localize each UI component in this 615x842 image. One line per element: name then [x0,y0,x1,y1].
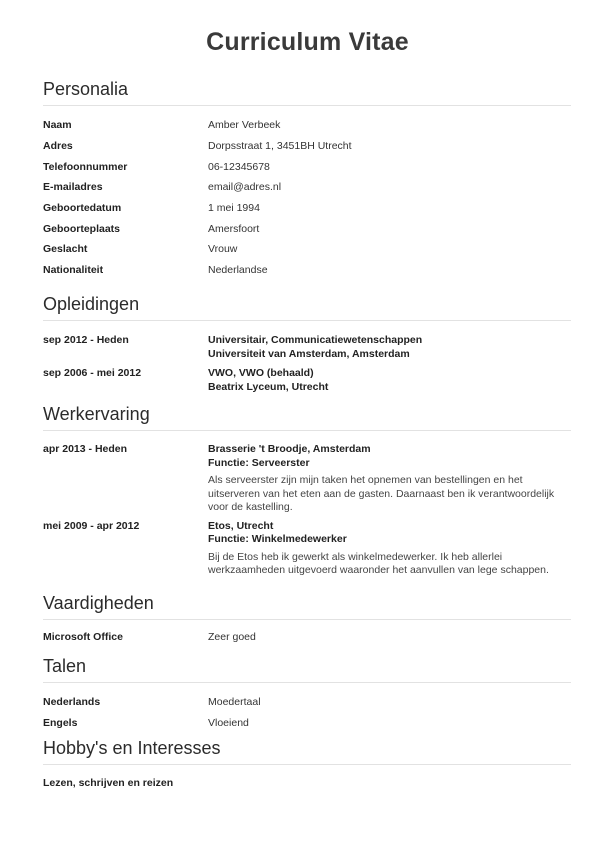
section-heading-opleidingen: Opleidingen [43,293,571,321]
section-werkervaring [43,403,571,578]
entry-period: mei 2009 - apr 2012 [43,519,140,532]
page-title: Curriculum Vitae [206,28,409,56]
talen-rows [43,692,571,733]
personalia-row-adres [43,136,571,157]
entry-title: VWO, VWO (behaald) [208,367,314,379]
opleidingen-list [43,334,571,394]
section-vaardigheden [43,592,571,648]
row-value: Zeer goed [208,631,256,644]
row-label: Geboorteplaats [43,222,121,235]
row-value: Dorpsstraat 1, 3451BH Utrecht [208,140,352,153]
section-hobbys [43,737,571,789]
row-value: Amber Verbeek [208,119,281,132]
entry-function: Functie: Serveerster [208,456,310,469]
entry-body [208,520,571,578]
opleiding-entry [43,367,571,394]
row-value: Vrouw [208,243,238,256]
row-label: Telefoonnummer [43,160,128,173]
personalia-row-geboortedatum [43,198,571,219]
taal-row [43,713,571,734]
row-value: Moedertaal [208,696,261,709]
row-value: Nederlandse [208,264,268,277]
werkervaring-list [43,443,571,578]
row-label: Engels [43,717,78,730]
row-value: 1 mei 1994 [208,202,260,215]
section-talen [43,655,571,733]
entry-period: sep 2012 - Heden [43,334,129,346]
entry-employer: Brasserie 't Broodje, Amsterdam [208,443,371,455]
personalia-row-naam [43,115,571,136]
entry-period: apr 2013 - Heden [43,443,128,455]
werkervaring-entry [43,520,571,578]
row-value: Amersfoort [208,222,260,235]
row-label: Geslacht [43,243,88,256]
personalia-row-email [43,177,571,198]
werkervaring-entry [43,443,571,515]
section-heading-vaardigheden: Vaardigheden [43,592,571,620]
personalia-rows [43,115,571,281]
entry-period: sep 2006 - mei 2012 [43,367,142,379]
row-label: Naam [43,119,72,132]
entry-employer: Etos, Utrecht [208,519,274,532]
entry-function: Functie: Winkelmedewerker [208,533,347,545]
personalia-row-telefoonnummer [43,156,571,177]
row-value: Vloeiend [208,717,249,730]
section-heading-personalia: Personalia [43,78,571,106]
entry-title: Universitair, Communicatiewetenschappen [208,334,423,346]
row-label: Nationaliteit [43,264,104,277]
entry-description: Als serveerster zijn mijn taken het opnemen van bestellingen en het uitserveren van het eten aan de gasten. Daarnaast ben ik verantwoordelijk voor de kastelling. [208,474,555,513]
section-heading-werkervaring: Werkervaring [43,403,571,431]
hobbys-text: Lezen, schrijven en reizen [43,777,174,789]
personalia-row-nationaliteit [43,260,571,281]
section-heading-hobbys: Hobby's en Interesses [43,737,571,765]
row-label: Microsoft Office [43,631,123,644]
taal-row [43,692,571,713]
section-heading-talen: Talen [43,655,571,683]
entry-institution: Universiteit van Amsterdam, Amsterdam [208,347,410,360]
row-label: Nederlands [43,696,101,709]
row-label: Geboortedatum [43,202,122,215]
row-value: 06-12345678 [208,160,270,173]
vaardigheid-row [43,627,571,648]
row-label: E-mailadres [43,181,103,194]
row-label: Adres [43,140,73,153]
entry-body [208,367,571,394]
entry-institution: Beatrix Lyceum, Utrecht [208,380,329,393]
personalia-row-geboorteplaats [43,218,571,239]
entry-body [208,334,571,361]
personalia-row-geslacht [43,239,571,260]
section-personalia [43,78,571,281]
entry-description: Bij de Etos heb ik gewerkt als winkelmedewerker. Ik heb allerlei werkzaamheden uitgevoerd waaronder het aanvullen van lege schappen. [208,550,549,576]
row-value: email@adres.nl [208,181,282,194]
entry-body [208,443,571,515]
section-opleidingen [43,293,571,394]
opleiding-entry [43,334,571,361]
vaardigheden-rows [43,627,571,648]
